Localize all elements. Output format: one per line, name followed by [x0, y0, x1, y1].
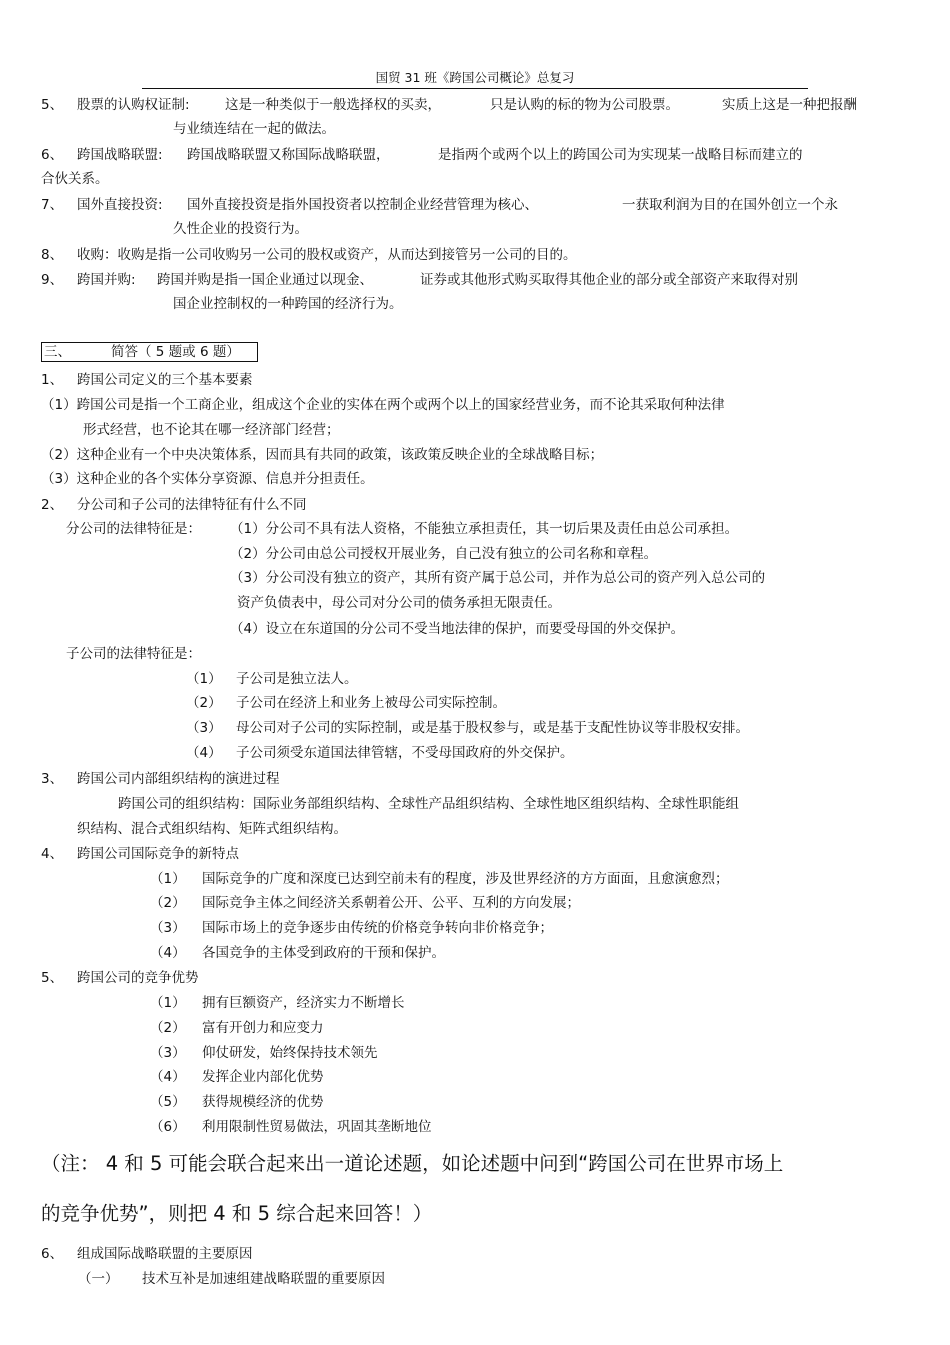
answer-line: 仰仗研发，始终保持技术领先	[202, 1045, 378, 1061]
answer-line: 获得规模经济的优势	[202, 1094, 324, 1110]
item-number: （4）	[186, 745, 222, 761]
term-text: 这是一种类似于一般选择权的买卖，	[225, 97, 441, 113]
question-title: 跨国公司的竞争优势	[77, 970, 199, 986]
answer-line: 利用限制性贸易做法，巩固其垄断地位	[202, 1119, 432, 1135]
question-number: 1、	[41, 372, 64, 388]
term-number: 6、	[41, 147, 64, 163]
item-number: （1）	[150, 871, 186, 887]
item-number: （3）	[150, 1045, 186, 1061]
item-number: （4）	[150, 945, 186, 961]
answer-line: 跨国公司的组织结构：国际业务部组织结构、全球性产品组织结构、全球性地区组织结构、全球性职能组	[118, 796, 739, 812]
section-title: 简答（ 5 题或 6 题）	[111, 344, 240, 360]
answer-line: 子公司在经济上和业务上被母公司实际控制。	[236, 695, 506, 711]
answer-line: （4）设立在东道国的分公司不受当地法律的保护，而要受母国的外交保护。	[230, 621, 685, 637]
term-text: 只是认购的标的物为公司股票。	[490, 97, 679, 113]
term-title: 国外直接投资:	[77, 197, 163, 213]
answer-line: 拥有巨额资产，经济实力不断增长	[202, 995, 405, 1011]
question-title: 跨国公司定义的三个基本要素	[77, 372, 253, 388]
answer-line: 织结构、混合式组织结构、矩阵式组织结构。	[77, 821, 347, 837]
item-number: （1）	[186, 671, 222, 687]
term-title: 跨国战略联盟:	[77, 147, 163, 163]
question-title: 跨国公司内部组织结构的演进过程	[77, 771, 280, 787]
answer-line: （1）跨国公司是指一个工商企业，组成这个企业的实体在两个或两个以上的国家经营业务，而不论其采取何种法律	[41, 397, 725, 413]
note-line: （注： 4 和 5 可能会联合起来出一道论述题，如论述题中问到“跨国公司在世界市场上	[41, 1152, 784, 1175]
answer-line: （2）这种企业有一个中央决策体系，因而具有共同的政策，该政策反映企业的全球战略目标；	[41, 447, 604, 463]
term-text: 跨国并购是指一国企业通过以现金、	[157, 272, 373, 288]
question-number: 2、	[41, 497, 64, 513]
term-text: 一获取利润为目的在国外创立一个永	[622, 197, 838, 213]
term-text: 久性企业的投资行为。	[173, 221, 308, 237]
item-number: （5）	[150, 1094, 186, 1110]
answer-line: 国际竞争的广度和深度已达到空前未有的程度，涉及世界经济的方方面面，且愈演愈烈；	[202, 871, 729, 887]
subsidiary-label: 子公司的法律特征是：	[66, 646, 201, 662]
question-title: 分公司和子公司的法律特征有什么不同	[77, 497, 307, 513]
page-header: 国贸 31 班《跨国公司概论》总复习	[375, 70, 575, 85]
term-text: 实质上这是一种把报酬	[722, 97, 857, 113]
branch-label: 分公司的法律特征是：	[66, 521, 201, 537]
answer-line: 子公司是独立法人。	[236, 671, 358, 687]
answer-line: （3）这种企业的各个实体分享资源、信息并分担责任。	[41, 471, 374, 487]
section-number: 三、	[44, 344, 71, 360]
item-number: （2）	[150, 1020, 186, 1036]
item-number: （1）	[150, 995, 186, 1011]
term-text: 证券或其他形式购买取得其他企业的部分或全部资产来取得对别	[420, 272, 798, 288]
answer-line: 资产负债表中，母公司对分公司的债务承担无限责任。	[237, 595, 561, 611]
item-number: （3）	[150, 920, 186, 936]
answer-line: 子公司须受东道国法律管辖，不受母国政府的外交保护。	[236, 745, 574, 761]
term-text: 跨国战略联盟又称国际战略联盟，	[187, 147, 390, 163]
item-number: （一）	[78, 1271, 119, 1287]
answer-line: 形式经营，也不论其在哪一经济部门经营；	[83, 422, 340, 438]
answer-line: 富有开创力和应变力	[202, 1020, 324, 1036]
term-text: 合伙关系。	[41, 171, 109, 187]
item-number: （3）	[186, 720, 222, 736]
term-number: 9、	[41, 272, 64, 288]
term-text: 国外直接投资是指外国投资者以控制企业经营管理为核心、	[187, 197, 538, 213]
answer-line: 国际竞争主体之间经济关系朝着公开、公平、互利的方向发展；	[202, 895, 580, 911]
question-number: 3、	[41, 771, 64, 787]
answer-line: 国际市场上的竞争逐步由传统的价格竞争转向非价格竞争；	[202, 920, 553, 936]
term-number: 8、	[41, 247, 64, 263]
question-title: 跨国公司国际竞争的新特点	[77, 846, 239, 862]
item-number: （2）	[150, 895, 186, 911]
term-number: 7、	[41, 197, 64, 213]
question-title: 组成国际战略联盟的主要原因	[77, 1246, 253, 1262]
note-line: 的竞争优势”，则把 4 和 5 综合起来回答！）	[41, 1202, 433, 1225]
item-number: （2）	[186, 695, 222, 711]
answer-line: 母公司对子公司的实际控制，或是基于股权参与，或是基于支配性协议等非股权安排。	[236, 720, 749, 736]
item-number: （4）	[150, 1069, 186, 1085]
answer-line: （2）分公司由总公司授权开展业务，自己没有独立的公司名称和章程。	[230, 546, 658, 562]
answer-line: 各国竞争的主体受到政府的干预和保护。	[202, 945, 445, 961]
term-number: 5、	[41, 97, 64, 113]
answer-line: （3）分公司没有独立的资产，其所有资产属于总公司，并作为总公司的资产列入总公司的	[230, 570, 766, 586]
question-number: 6、	[41, 1246, 64, 1262]
term-text: 收购：收购是指一公司收购另一公司的股权或资产，从而达到接管另一公司的目的。	[77, 247, 577, 263]
question-number: 5、	[41, 970, 64, 986]
question-number: 4、	[41, 846, 64, 862]
term-title: 股票的认购权证制:	[77, 97, 190, 113]
answer-line: 技术互补是加速组建战略联盟的重要原因	[142, 1271, 385, 1287]
term-text: 国企业控制权的一种跨国的经济行为。	[173, 296, 403, 312]
item-number: （6）	[150, 1119, 186, 1135]
header-rule	[142, 88, 808, 89]
term-text: 是指两个或两个以上的跨国公司为实现某一战略目标而建立的	[438, 147, 803, 163]
term-text: 与业绩连结在一起的做法。	[173, 121, 335, 137]
term-title: 跨国并购:	[77, 272, 136, 288]
answer-line: 发挥企业内部化优势	[202, 1069, 324, 1085]
answer-line: （1）分公司不具有法人资格，不能独立承担责任，其一切后果及责任由总公司承担。	[230, 521, 739, 537]
